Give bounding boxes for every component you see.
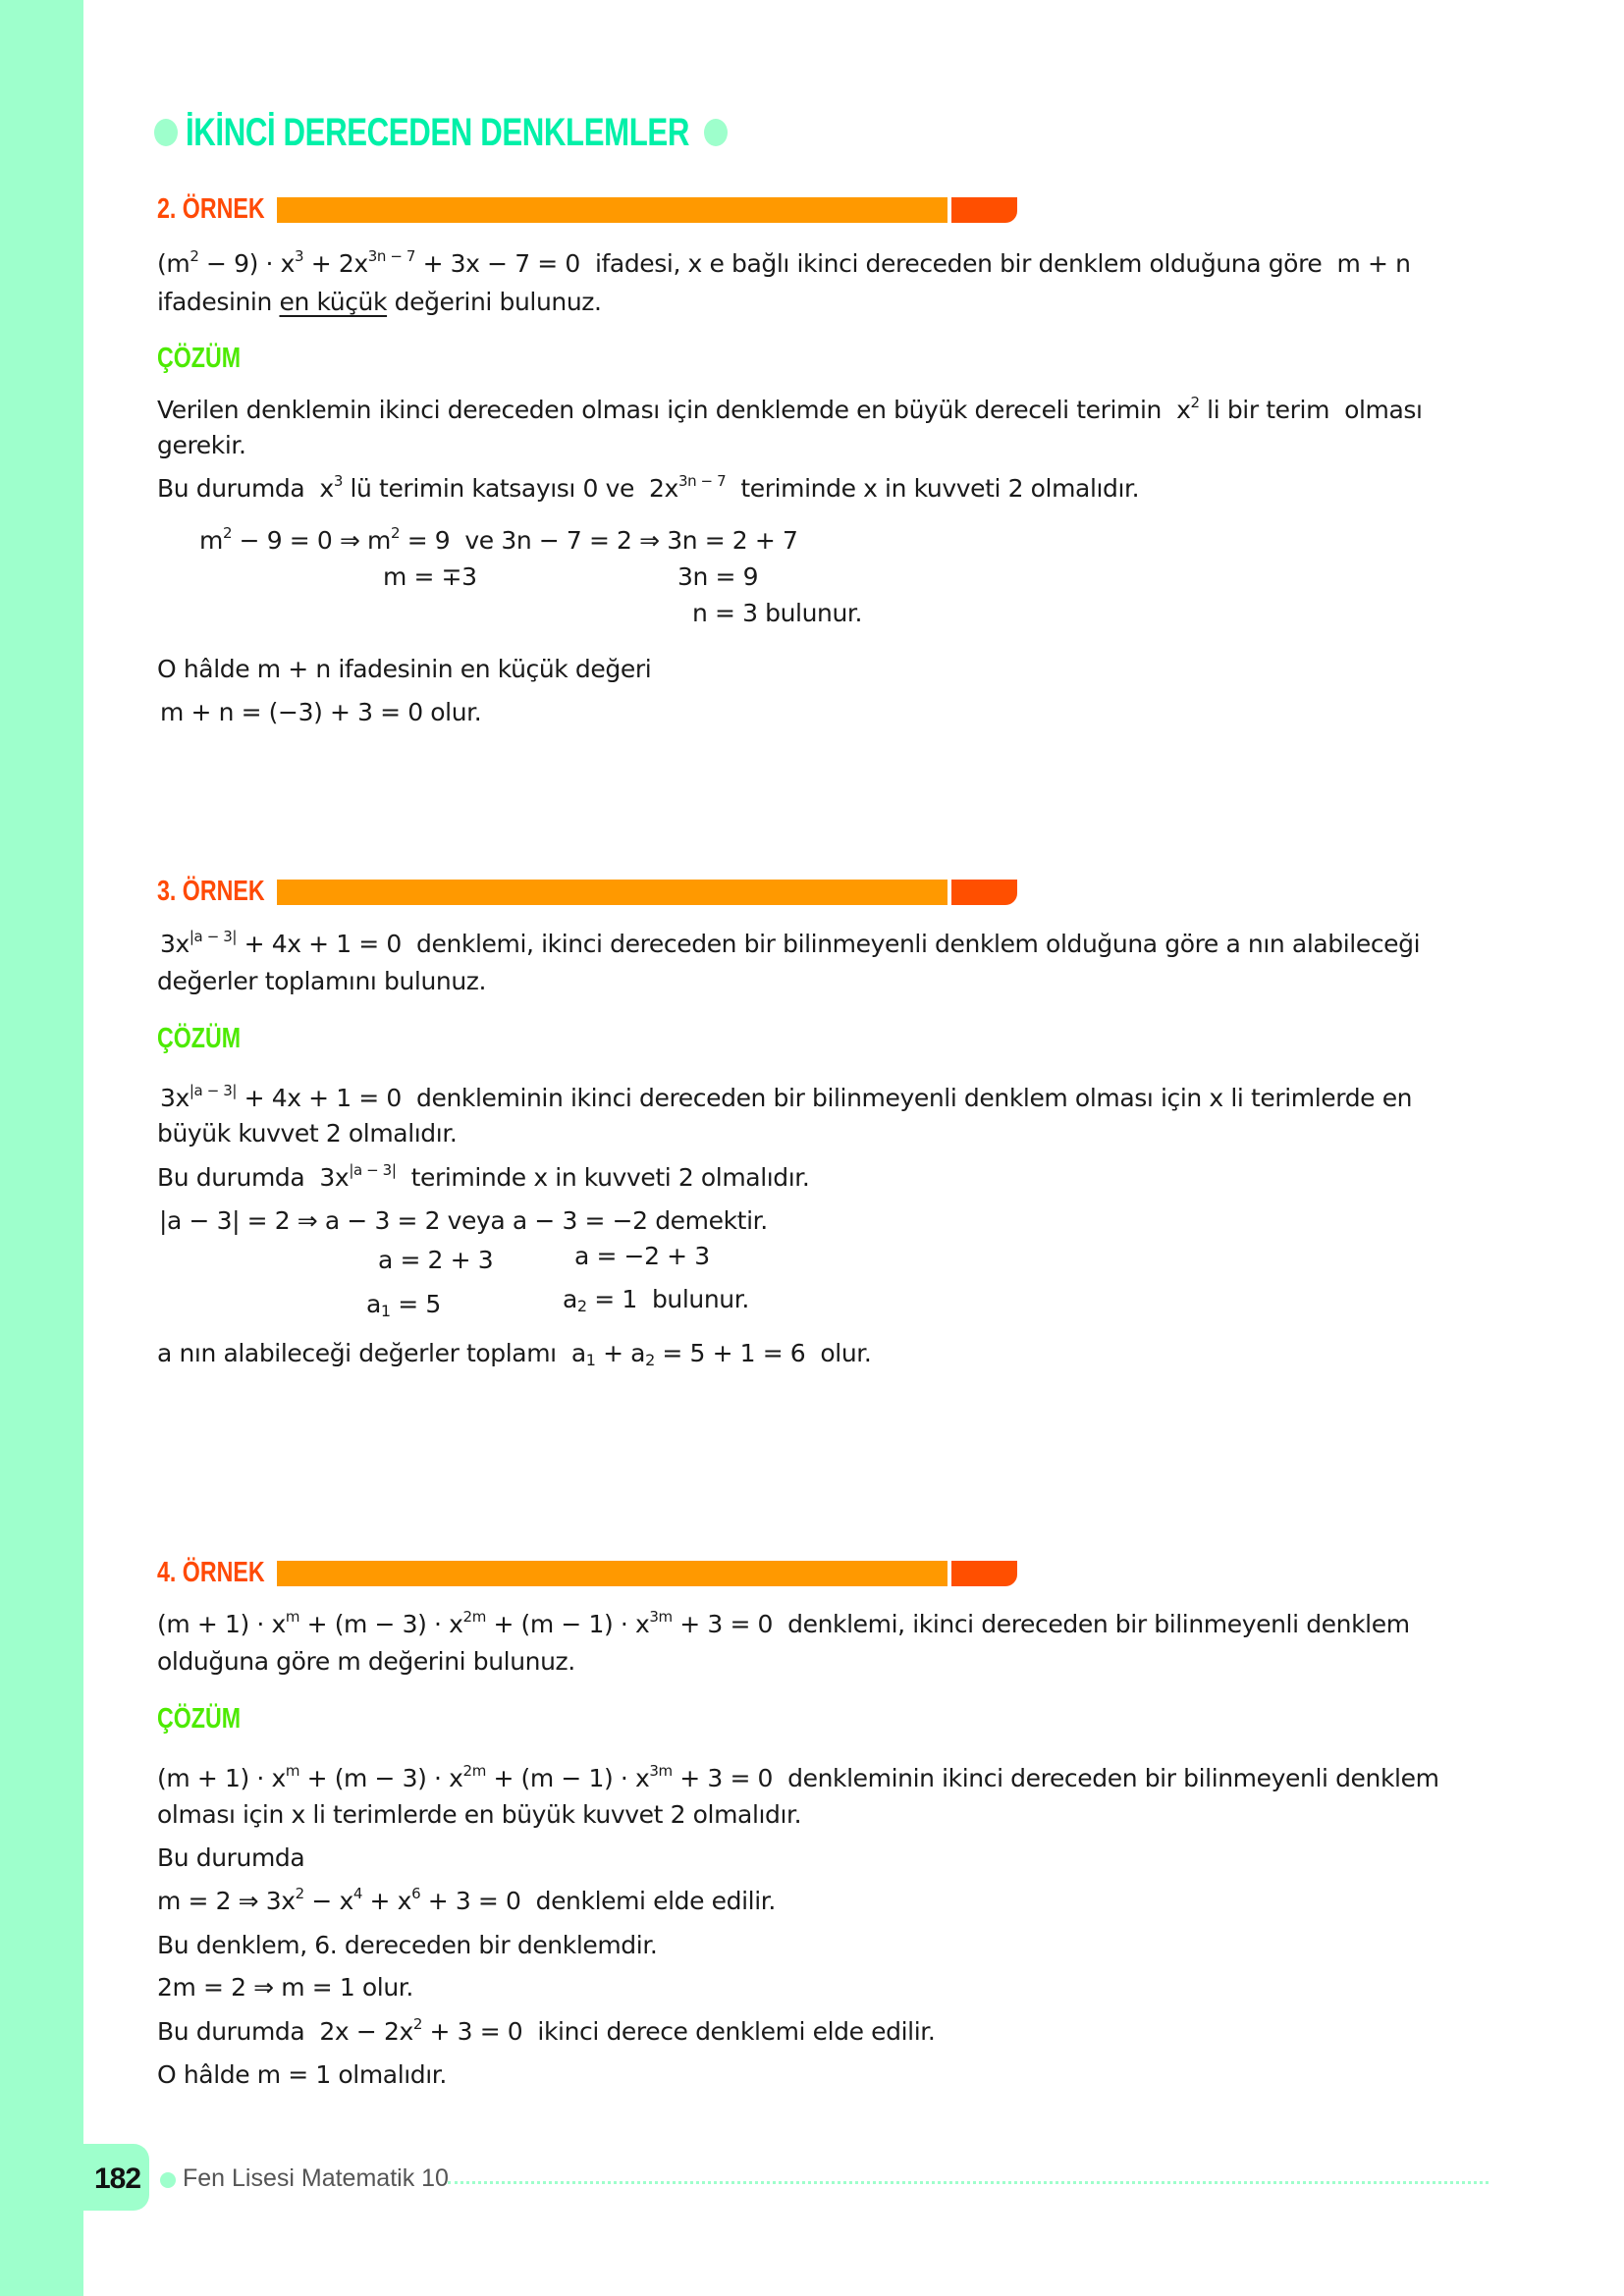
solution-line: O hâlde m + n ifadesinin en küçük değeri xyxy=(157,655,652,683)
example-4-problem-line-1: $(m + 1) \cdot x^m + (m - 3) \cdot x^{2m} + (m - 1) \cdot x^{3m} + 3 = 0$ denklemi, ikinci dereceden bir bilinmeyenli denklem xyxy=(157,1608,1410,1638)
header-bar xyxy=(277,880,947,905)
solution-label: ÇÖZÜM xyxy=(157,1703,242,1735)
solution-result: a nın alabileceği değerler toplamı $a_1 + a_2 = 5 + 1 = 6$ olur. xyxy=(157,1339,872,1369)
solution-line: büyük kuvvet 2 olmalıdır. xyxy=(157,1119,458,1148)
solution-line: $3x^{|a - 3|} + 4x + 1 = 0$ denkleminin ikinci dereceden bir bilinmeyenli denklem olması için x li terimlerde en xyxy=(160,1082,1413,1112)
solution-line: $(m + 1) \cdot x^m + (m - 3) \cdot x^{2m} + (m - 1) \cdot x^{3m} + 3 = 0$ denkleminin ikinci dereceden bir bilinmeyenli denklem xyxy=(157,1762,1439,1792)
left-color-strip xyxy=(0,0,83,2296)
bullet-dot-icon xyxy=(160,2172,176,2188)
underlined-phrase: en küçük xyxy=(279,288,388,316)
bullet-dot-icon xyxy=(154,119,178,146)
solution-equation: $a_1 = 5$ xyxy=(366,1290,441,1320)
example-3-problem-line-1: $3x^{|a - 3|} + 4x + 1 = 0$ denklemi, ikinci dereceden bir bilinmeyenli denklem olduğuna göre a nın alabileceği xyxy=(160,928,1421,958)
solution-result: O hâlde m = 1 olmalıdır. xyxy=(157,2060,447,2089)
bullet-dot-icon xyxy=(704,119,728,146)
solution-equation: $a_2 = 1$ bulunur. xyxy=(563,1285,749,1315)
footer-dotted-rule xyxy=(448,2181,1489,2184)
solution-line: Verilen denklemin ikinci dereceden olması için denklemde en büyük dereceli terimin $x^2$ li bir terim olması xyxy=(157,394,1423,424)
example-3-header xyxy=(157,876,1021,909)
solution-equation: $m^2 - 9 = 0$ ⇒ $m^2 = 9$ ve 3n − 7 = 2 ⇒ 3n = 2 + 7 xyxy=(199,524,798,555)
header-bar-cap xyxy=(951,1561,1017,1586)
solution-line: Bu durumda $3x^{|a - 3|}$ teriminde x in kuvveti 2 olmalıdır. xyxy=(157,1161,810,1192)
solution-line: olması için x li terimlerde en büyük kuvvet 2 olmalıdır. xyxy=(157,1800,802,1829)
header-bar-cap xyxy=(951,197,1017,223)
chapter-title xyxy=(154,110,728,155)
example-3-problem-line-2: değerler toplamını bulunuz. xyxy=(157,967,487,995)
solution-equation: 2m = 2 ⇒ m = 1 olur. xyxy=(157,1973,413,2002)
solution-equation: a = 2 + 3 xyxy=(378,1246,494,1274)
example-4-problem-line-2: olduğuna göre m değerini bulunuz. xyxy=(157,1647,575,1676)
page-number: 182 xyxy=(94,2163,141,2195)
example-4-header xyxy=(157,1557,1021,1590)
example-label: 2. ÖRNEK xyxy=(157,193,265,225)
solution-equation: n = 3 bulunur. xyxy=(692,599,863,627)
example-label: 3. ÖRNEK xyxy=(157,876,265,907)
example-2-header xyxy=(157,193,1021,227)
chapter-title-text: İKİNCİ DERECEDEN DENKLEMLER xyxy=(186,110,689,154)
header-bar xyxy=(277,197,947,223)
book-title: Fen Lisesi Matematik 10 xyxy=(183,2164,449,2192)
solution-equation: m = ∓3 xyxy=(383,562,477,591)
example-2-problem-line-2: ifadesinin en küçük değerini bulunuz. xyxy=(157,288,602,316)
solution-label: ÇÖZÜM xyxy=(157,1023,242,1054)
solution-result: m + n = (−3) + 3 = 0 olur. xyxy=(160,698,482,726)
solution-equation: a = −2 + 3 xyxy=(574,1242,710,1270)
solution-line: Bu durumda xyxy=(157,1843,305,1872)
solution-equation: |a − 3| = 2 ⇒ a − 3 = 2 veya a − 3 = −2 demektir. xyxy=(159,1206,768,1235)
solution-line: gerekir. xyxy=(157,431,246,459)
solution-equation: 3n = 9 xyxy=(677,562,759,591)
example-2-problem-line-1: $(m^2 - 9) \cdot x^3 + 2x^{3n - 7} + 3x - 7 = 0$ ifadesi, x e bağlı ikinci dereceden bir denklem olduğuna göre m + n xyxy=(157,247,1411,278)
solution-label: ÇÖZÜM xyxy=(157,343,242,374)
header-bar-cap xyxy=(951,880,1017,905)
solution-equation: Bu durumda $2x - 2x^2 + 3 = 0$ ikinci derece denklemi elde edilir. xyxy=(157,2015,936,2046)
solution-line: Bu denklem, 6. dereceden bir denklemdir. xyxy=(157,1931,658,1959)
header-bar xyxy=(277,1561,947,1586)
solution-line: Bu durumda $x^3$ lü terimin katsayısı 0 ve $2x^{3n - 7}$ teriminde x in kuvveti 2 olmalıdır. xyxy=(157,472,1140,503)
solution-equation: m = 2 ⇒ $3x^2 - x^4 + x^6 + 3 = 0$ denklemi elde edilir. xyxy=(157,1885,776,1915)
example-label: 4. ÖRNEK xyxy=(157,1557,265,1588)
